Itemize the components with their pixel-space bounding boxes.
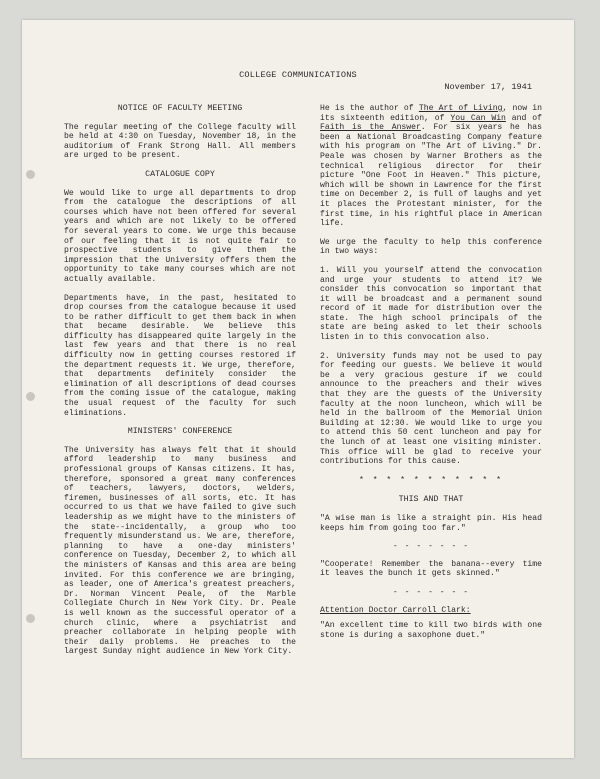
punch-hole (26, 392, 35, 401)
attention-line (320, 606, 542, 616)
catalogue-paragraph-2: Departments have, in the past, hesitated to drop courses from the catalogue because it used to be rather difficult to get them back in when that became desirable. We believe this difficulty has disappeared quite largely in the last few years and that there is no real difficulty now in getting courses restored if the department requests it. We urge, therefore, that departments definitely consider the elimination of all descriptions of dead courses from the coming issue of the catalogue, making the usual request of the faculty for such eliminations. (64, 293, 296, 418)
dash-divider: - - - - - - - (392, 587, 470, 597)
book-title-art-of-living: The Art of Living (418, 104, 503, 113)
ministers-heading: MINISTERS' CONFERENCE (127, 427, 233, 437)
faculty-meeting-heading: NOTICE OF FACULTY MEETING (117, 104, 243, 113)
point-2-text: 2. University funds may not be used to pay for feeding our guests. We believe it would be a very gracious gesture if we could announce to the preachers and their wives that they are the guests of the University faculty at the noon luncheon, which will be held in the ballroom of the Memorial Union Building at 12:30. We would like to urge you to attend this 50 cent luncheon and pay for the lunch of at least one visiting minister. This office will be glad to receive your contributions for this cause. (320, 351, 542, 467)
book-title-faith-is-the-answer: Faith is the Answer (320, 123, 421, 133)
point-1-text: 1. Will you yourself attend the convocation and urge your students to attend it? We consider this convocation so important that it will be broadcast and a permanent sound record of it made for distribution over the state. The high school principals of the state are being asked to let their schools listen in to this convocation also. (320, 265, 542, 343)
peale-paragraph (320, 104, 542, 229)
quote-1: "A wise man is like a straight pin. His head keeps him from going too far." (320, 513, 542, 533)
catalogue-paragraph-1: We would like to urge all departments to drop from the catalogue the descriptions of all courses which have not been offered for several years and which are not likely to be offered for several years to come. We urge this because of our feeling that it is not quite fair to prospective students to give them the impression that the University offers them the opportunity to take many courses which are not actually available. (64, 188, 296, 284)
catalogue-heading: CATALOGUE COPY (145, 169, 215, 179)
punch-hole (26, 614, 35, 623)
urge-faculty-text: We urge the faculty to help this conference in two ways: (320, 237, 542, 257)
quote-2: "Cooperate! Remember the banana--every time it leaves the bunch it gets skinned." (320, 559, 542, 579)
book-title-you-can-win: You Can Win (450, 113, 506, 123)
dash-divider: - - - - - - - (392, 542, 470, 552)
punch-hole (26, 170, 35, 179)
attention-text: Attention Doctor Carroll Clark: (320, 605, 471, 615)
peale-text-pre: He is the author of (320, 104, 419, 113)
this-and-that-heading: THIS AND THAT (398, 495, 464, 505)
peale-text-mid2: and of (505, 113, 542, 123)
document-page (22, 20, 574, 758)
document-date: November 17, 1941 (444, 82, 532, 92)
ministers-text: The University has always felt that it should afford leadership to many business and professional groups of Kansas citizens. It has, therefore, sponsored a great many conferences of teachers, lawyers, doctors, welders, firemen, businesses of all sorts, etc. It has occurred to us that we have failed to give such leadership as we might have to the ministers of the state--incidentally, a group who too frequently misunderstand us. We are, therefore, planning to have a one-day ministers' conference on Tuesday, December 2, to which all the ministers of Kansas and this area are being invited. For this conference we are bringing, as leader, one of America's greatest preachers, Dr. Norman Vincent Peale, of the Marble Collegiate Church in New York City. Dr. Peale is well known as the successful operator of a church clinic, where a psychiatrist and preacher collaborate in helping people with their daily problems. He preaches to the largest Sunday night audience in New York City. (64, 445, 296, 657)
quote-3: "An excellent time to kill two birds with one stone is during a saxophone duet." (320, 621, 542, 640)
peale-text-mid1: , now in its sixteenth edition, of (320, 104, 542, 123)
document-title: COLLEGE COMMUNICATIONS (239, 70, 357, 80)
faculty-meeting-text: The regular meeting of the College faculty will be held at 4:30 on Tuesday, November 18, in the auditorium of Frank Strong Hall. All members are urged to be present. (64, 122, 296, 161)
peale-text-post: . For six years he has been a National Broadcasting Company feature with his program on "The Art of Living." Dr. Peale was chosen by Warner Brothers as the technical religious director for their picture "One Foot in Heaven." This picture, which will be shown in Lawrence for the first time on December 2, is full of laughs and yet it places the Protestant minister, for the first time, in his rightful place in American life. (320, 123, 542, 229)
left-column (64, 104, 296, 666)
section-divider: * * * * * * * * * * * (359, 475, 503, 485)
right-column (320, 104, 542, 649)
